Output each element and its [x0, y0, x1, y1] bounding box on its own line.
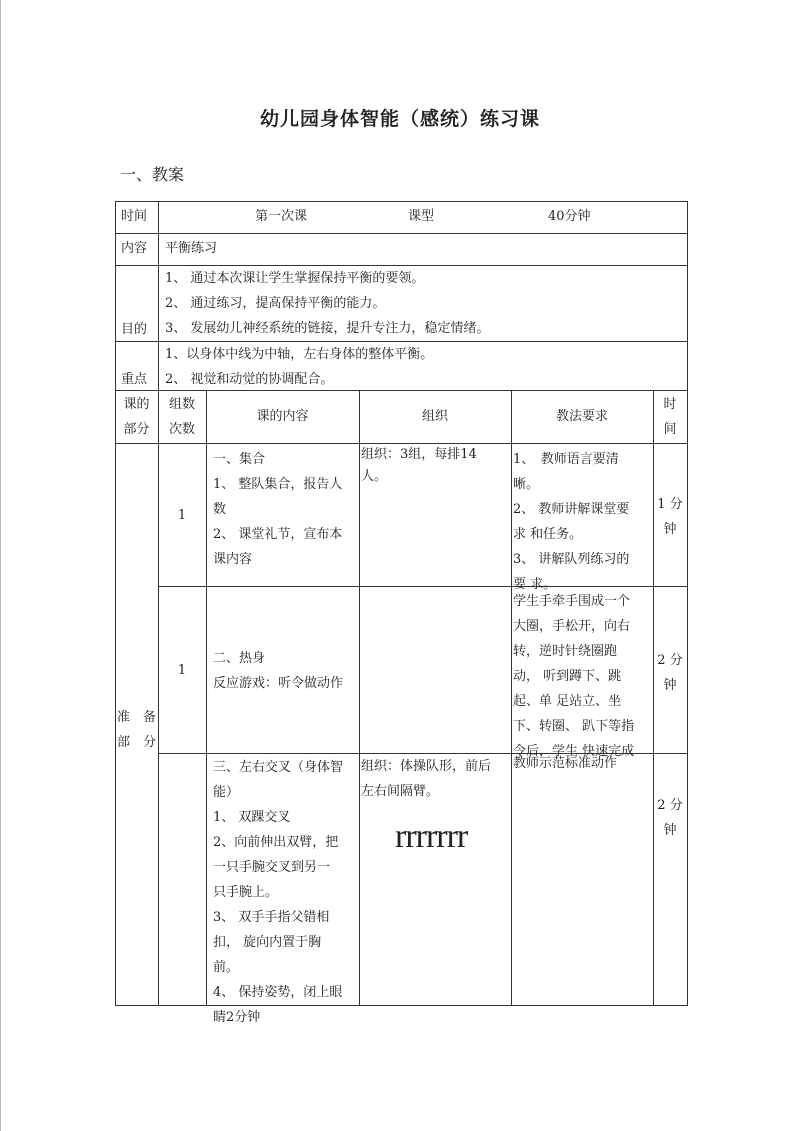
block-1-org: 组织：3组，每排14 人。 — [361, 447, 477, 484]
header-method: 教法要求 — [555, 409, 608, 424]
page-title: 幼儿园身体智能（感统）练习课 — [259, 108, 540, 130]
header-content: 课的内容 — [256, 409, 309, 424]
goal-list — [165, 266, 489, 341]
goal-item: 1、 通过本次课让学生掌握保持平衡的要领。 — [165, 271, 425, 286]
block-1-method: 1、 教师语言要清 晰。 2、 教师讲解课堂要 求 和任务。 3、 讲解队列练习的 要 求。 — [513, 452, 630, 592]
section-heading: 一、教案 — [120, 165, 185, 184]
goal-label: 目的 — [121, 322, 148, 337]
goal-item: 3、 发展幼儿神经系统的链接，提升专注力，稳定情绪。 — [165, 321, 490, 336]
page-edge — [0, 0, 1, 1131]
content-value: 平衡练习 — [165, 241, 218, 256]
header-time: 时 间 — [663, 397, 677, 437]
lesson-number: 第一次课 — [255, 209, 308, 224]
block-2-method: 学生手牵手围成一个 大圈，手松开，向右 转，逆时针绕圈跑 动， 听到蹲下、跳 起、单 足站立、坐 下、转圈、 趴下等指 令后，学生 快速完成 — [513, 594, 635, 759]
formation-mark: rrrrrrr — [395, 818, 468, 855]
lesson-duration: 40分钟 — [548, 209, 591, 224]
block-3-org: 组织：体操队形，前后 左右间隔臂。 — [361, 759, 492, 799]
content-label: 内容 — [121, 241, 148, 256]
header-org: 组织 — [421, 409, 448, 424]
time-label: 时间 — [121, 209, 148, 224]
focus-item: 2、 视觉和动觉的协调配合。 — [165, 372, 334, 387]
part-name: 准 备 部 分 — [116, 710, 156, 750]
block-2-time: 2 分 钟 — [657, 653, 683, 693]
block-2-content: 二、热身 反应游戏：听令做动作 — [213, 651, 344, 691]
block-2-count: 1 — [177, 663, 187, 678]
lesson-type-label: 课型 — [408, 209, 435, 224]
block-1-count: 1 — [177, 508, 187, 523]
block-3-content: 三、左右交叉（身体智 能） 1、 双踝交叉 2、向前伸出双臂，把 一只手腕交叉到另一 只手腕上。 3、 双手手指父错相 扣， 旋向内置于胸 前。 4、 保持姿势，闭上眼 睛2分钟 — [213, 760, 344, 1025]
block-3-time: 2 分 钟 — [657, 798, 683, 838]
header-part: 课的 部分 — [123, 397, 150, 437]
header-count: 组数 次数 — [168, 397, 195, 437]
block-3-method: 教师示范标准动作 — [513, 756, 618, 771]
block-1-time: 1 分 钟 — [657, 497, 683, 537]
goal-item: 2、 通过练习，提高保持平衡的能力。 — [165, 296, 386, 311]
block-1-content: 一、集合 1、 整队集合，报告人 数 2、 课堂礼节，宣布本 课内容 — [213, 452, 343, 567]
focus-item: 1、以身体中线为中轴，左右身体的整体平衡。 — [165, 347, 434, 362]
focus-label: 重点 — [121, 372, 148, 387]
focus-list — [165, 342, 433, 392]
